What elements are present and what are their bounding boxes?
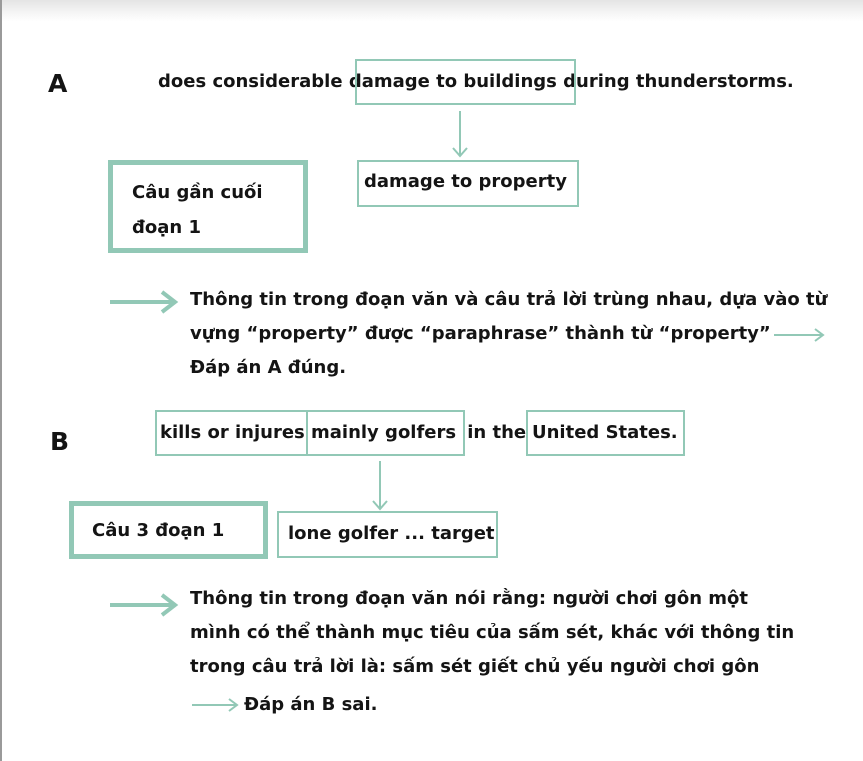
section-b-location-box [69, 501, 268, 559]
section-a-sentence-post: during thunderstorms. [556, 71, 794, 92]
section-a-sentence-pre: does considerable [158, 71, 349, 92]
section-b-sentence-part1: kills or injures [160, 422, 305, 443]
section-a-answer-text: damage to property [364, 171, 567, 192]
section-a-highlight-box [355, 59, 576, 105]
section-a-location-line2: đoạn 1 [132, 217, 202, 238]
section-b-letter: B [50, 427, 70, 456]
section-a-down-arrow [450, 110, 470, 160]
section-a-sentence-highlight: damage to buildings [348, 71, 557, 92]
section-b-explanation-line2: mình có thể thành mục tiêu của sấm sét, khác với thông tin [190, 622, 795, 643]
section-b-sentence-mid: in the [461, 422, 533, 443]
section-a-answer-box [357, 160, 579, 207]
section-b-sentence-part3: United States. [532, 422, 678, 443]
left-edge-line [0, 0, 2, 761]
section-b-verdict-arrow [190, 696, 242, 714]
section-b-explanation-arrow [108, 593, 178, 617]
section-b-answer-text: lone golfer ... target [288, 523, 495, 544]
section-a-verdict: Đáp án A đúng. [190, 357, 347, 378]
section-b-explanation-line1: Thông tin trong đoạn văn nói rằng: người chơi gôn một [190, 588, 748, 609]
section-b-location-text: Câu 3 đoạn 1 [92, 520, 225, 541]
section-b-explanation-line3: trong câu trả lời là: sấm sét giết chủ yếu người chơi gôn [190, 656, 760, 677]
section-b-down-arrow [370, 460, 390, 512]
section-b-answer-box [277, 511, 498, 558]
section-a-location-box [108, 160, 308, 253]
section-a-letter: A [48, 69, 68, 98]
section-a-explanation-arrow [108, 290, 178, 314]
section-b-verdict: Đáp án B sai. [244, 694, 378, 715]
top-shadow-bar [0, 0, 863, 22]
section-a-location-line1: Câu gần cuối [132, 182, 263, 203]
section-b-sentence-part2: mainly golfers [311, 422, 457, 443]
section-a-explanation-line2: vựng “property” được “paraphrase” thành từ “property” [190, 323, 771, 344]
section-a-verdict-arrow [772, 326, 828, 344]
section-a-explanation-line1: Thông tin trong đoạn văn và câu trả lời trùng nhau, dựa vào từ [190, 289, 828, 310]
